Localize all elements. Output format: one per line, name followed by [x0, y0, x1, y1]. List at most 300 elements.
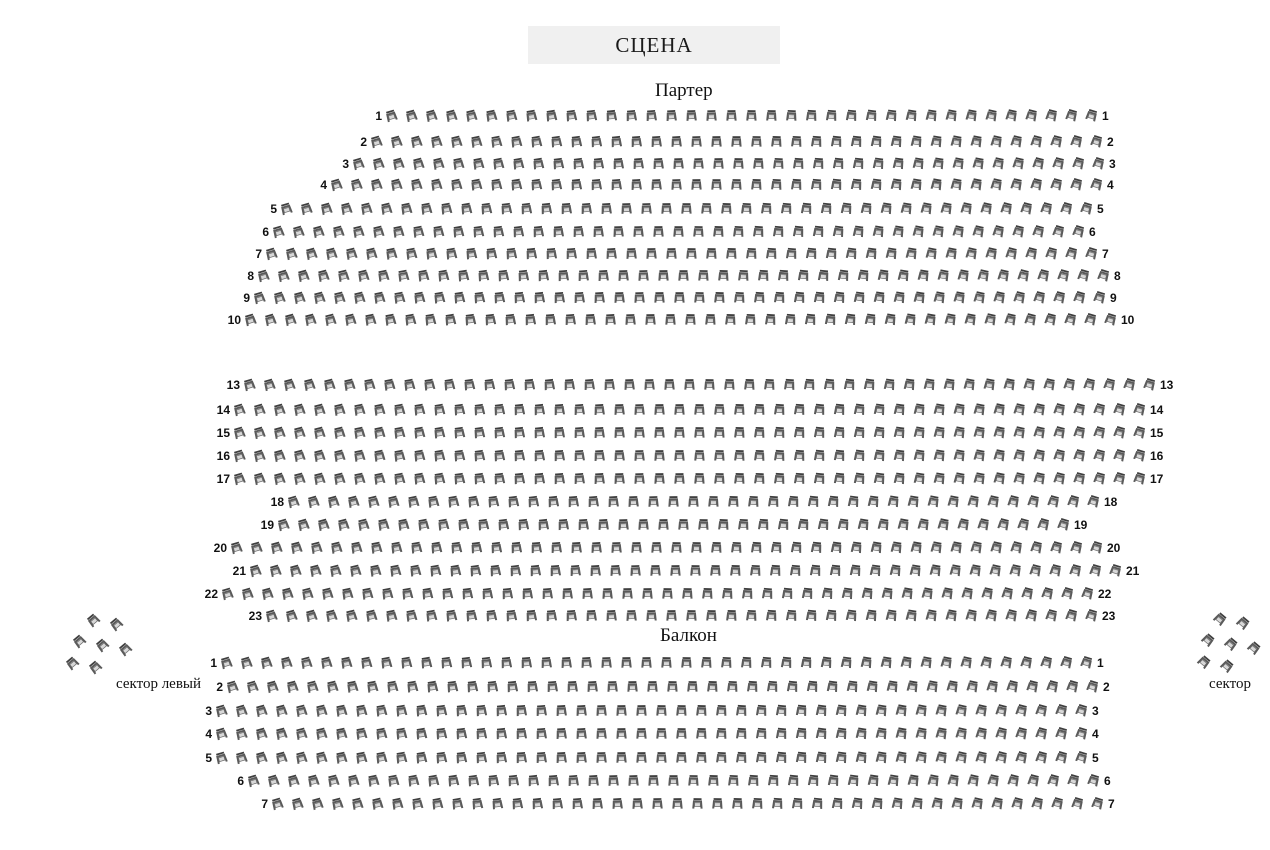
- seat[interactable]: [646, 493, 663, 511]
- seat[interactable]: [584, 107, 601, 125]
- seat[interactable]: [291, 223, 308, 241]
- seat[interactable]: [789, 539, 806, 557]
- seat[interactable]: [692, 289, 709, 307]
- seat[interactable]: [524, 607, 541, 625]
- seat[interactable]: [239, 654, 256, 672]
- seat[interactable]: [964, 607, 981, 625]
- seat[interactable]: [656, 267, 673, 285]
- seat[interactable]: [463, 311, 480, 329]
- seat[interactable]: [416, 267, 433, 285]
- seat[interactable]: [732, 289, 749, 307]
- seat[interactable]: [1012, 401, 1029, 419]
- seat[interactable]: [752, 401, 769, 419]
- seat[interactable]: [299, 200, 316, 218]
- seat[interactable]: [839, 654, 856, 672]
- seat[interactable]: [550, 795, 567, 813]
- seat[interactable]: [990, 795, 1007, 813]
- seat[interactable]: [694, 725, 711, 743]
- seat[interactable]: [559, 200, 576, 218]
- seat[interactable]: [845, 678, 862, 696]
- seat[interactable]: [289, 539, 306, 557]
- seat[interactable]: [806, 493, 823, 511]
- seat[interactable]: [508, 562, 525, 580]
- seat[interactable]: [584, 607, 601, 625]
- seat[interactable]: [466, 772, 483, 790]
- seat[interactable]: [326, 493, 343, 511]
- seat[interactable]: [683, 311, 700, 329]
- seat[interactable]: [489, 539, 506, 557]
- seat[interactable]: [803, 311, 820, 329]
- seat[interactable]: [342, 376, 359, 394]
- seat[interactable]: [709, 133, 726, 151]
- seat[interactable]: [572, 401, 589, 419]
- seat[interactable]: [646, 772, 663, 790]
- seat[interactable]: [524, 245, 541, 263]
- seat[interactable]: [756, 516, 773, 534]
- seat[interactable]: [812, 289, 829, 307]
- seat[interactable]: [396, 516, 413, 534]
- seat[interactable]: [484, 245, 501, 263]
- seat[interactable]: [664, 607, 681, 625]
- seat[interactable]: [425, 678, 442, 696]
- seat[interactable]: [972, 289, 989, 307]
- seat[interactable]: [234, 725, 251, 743]
- seat[interactable]: [1235, 615, 1252, 633]
- seat[interactable]: [1196, 654, 1213, 672]
- seat[interactable]: [585, 678, 602, 696]
- seat[interactable]: [368, 562, 385, 580]
- seat[interactable]: [871, 223, 888, 241]
- seat[interactable]: [1050, 795, 1067, 813]
- seat[interactable]: [1044, 107, 1061, 125]
- seat[interactable]: [624, 607, 641, 625]
- seat[interactable]: [72, 632, 89, 650]
- seat[interactable]: [379, 200, 396, 218]
- seat[interactable]: [1016, 516, 1033, 534]
- seat[interactable]: [694, 749, 711, 767]
- seat[interactable]: [922, 376, 939, 394]
- seat[interactable]: [272, 447, 289, 465]
- seat[interactable]: [705, 678, 722, 696]
- seat[interactable]: [1046, 493, 1063, 511]
- seat[interactable]: [603, 311, 620, 329]
- seat[interactable]: [931, 155, 948, 173]
- seat[interactable]: [688, 562, 705, 580]
- seat[interactable]: [534, 725, 551, 743]
- seat[interactable]: [909, 133, 926, 151]
- seat[interactable]: [996, 516, 1013, 534]
- seat[interactable]: [759, 654, 776, 672]
- seat[interactable]: [496, 267, 513, 285]
- seat[interactable]: [1246, 640, 1263, 658]
- seat[interactable]: [923, 311, 940, 329]
- seat[interactable]: [712, 447, 729, 465]
- seat[interactable]: [1026, 493, 1043, 511]
- seat[interactable]: [480, 585, 497, 603]
- seat[interactable]: [944, 245, 961, 263]
- seat[interactable]: [471, 155, 488, 173]
- seat[interactable]: [499, 654, 516, 672]
- seat[interactable]: [908, 562, 925, 580]
- seat[interactable]: [386, 772, 403, 790]
- seat[interactable]: [814, 725, 831, 743]
- seat[interactable]: [609, 133, 626, 151]
- seat[interactable]: [549, 176, 566, 194]
- seat[interactable]: [1006, 772, 1023, 790]
- seat[interactable]: [649, 539, 666, 557]
- seat[interactable]: [1040, 585, 1057, 603]
- seat[interactable]: [870, 795, 887, 813]
- seat[interactable]: [769, 176, 786, 194]
- seat[interactable]: [670, 795, 687, 813]
- seat[interactable]: [924, 107, 941, 125]
- seat[interactable]: [476, 516, 493, 534]
- seat[interactable]: [872, 401, 889, 419]
- seat[interactable]: [712, 289, 729, 307]
- seat[interactable]: [419, 200, 436, 218]
- seat[interactable]: [272, 401, 289, 419]
- seat[interactable]: [408, 562, 425, 580]
- seat[interactable]: [1059, 200, 1076, 218]
- seat[interactable]: [732, 470, 749, 488]
- seat[interactable]: [411, 223, 428, 241]
- seat[interactable]: [452, 289, 469, 307]
- seat[interactable]: [1062, 376, 1079, 394]
- seat[interactable]: [711, 223, 728, 241]
- seat[interactable]: [874, 749, 891, 767]
- seat[interactable]: [423, 311, 440, 329]
- seat[interactable]: [674, 749, 691, 767]
- seat[interactable]: [329, 539, 346, 557]
- seat[interactable]: [312, 401, 329, 419]
- seat[interactable]: [552, 401, 569, 419]
- seat[interactable]: [1045, 678, 1062, 696]
- seat[interactable]: [754, 749, 771, 767]
- seat[interactable]: [904, 245, 921, 263]
- seat[interactable]: [286, 772, 303, 790]
- seat[interactable]: [1039, 200, 1056, 218]
- seat[interactable]: [899, 200, 916, 218]
- seat[interactable]: [626, 493, 643, 511]
- seat[interactable]: [944, 607, 961, 625]
- seat[interactable]: [1079, 654, 1096, 672]
- seat[interactable]: [974, 749, 991, 767]
- seat[interactable]: [1072, 289, 1089, 307]
- seat[interactable]: [409, 539, 426, 557]
- seat[interactable]: [824, 245, 841, 263]
- seat[interactable]: [805, 678, 822, 696]
- seat[interactable]: [248, 562, 265, 580]
- seat[interactable]: [748, 562, 765, 580]
- seat[interactable]: [812, 401, 829, 419]
- seat[interactable]: [792, 470, 809, 488]
- seat[interactable]: [312, 289, 329, 307]
- seat[interactable]: [446, 493, 463, 511]
- seat[interactable]: [974, 702, 991, 720]
- seat[interactable]: [920, 585, 937, 603]
- seat[interactable]: [432, 401, 449, 419]
- seat[interactable]: [329, 176, 346, 194]
- seat[interactable]: [451, 223, 468, 241]
- seat[interactable]: [684, 607, 701, 625]
- seat[interactable]: [680, 585, 697, 603]
- seat[interactable]: [864, 107, 881, 125]
- seat[interactable]: [796, 516, 813, 534]
- seat[interactable]: [324, 607, 341, 625]
- seat[interactable]: [888, 562, 905, 580]
- seat[interactable]: [392, 424, 409, 442]
- seat[interactable]: [574, 725, 591, 743]
- seat[interactable]: [532, 289, 549, 307]
- seat[interactable]: [118, 640, 135, 658]
- seat[interactable]: [824, 107, 841, 125]
- seat[interactable]: [948, 562, 965, 580]
- seat[interactable]: [1086, 493, 1103, 511]
- seat[interactable]: [910, 795, 927, 813]
- seat[interactable]: [531, 223, 548, 241]
- seat[interactable]: [929, 176, 946, 194]
- seat[interactable]: [522, 376, 539, 394]
- seat[interactable]: [1031, 223, 1048, 241]
- seat[interactable]: [759, 200, 776, 218]
- seat[interactable]: [1000, 585, 1017, 603]
- seat[interactable]: [932, 289, 949, 307]
- seat[interactable]: [736, 267, 753, 285]
- seat[interactable]: [1009, 539, 1026, 557]
- seat[interactable]: [569, 539, 586, 557]
- seat[interactable]: [746, 493, 763, 511]
- seat[interactable]: [711, 155, 728, 173]
- seat[interactable]: [439, 200, 456, 218]
- seat[interactable]: [599, 654, 616, 672]
- seat[interactable]: [486, 493, 503, 511]
- seat[interactable]: [829, 133, 846, 151]
- seat[interactable]: [503, 311, 520, 329]
- seat[interactable]: [292, 289, 309, 307]
- seat[interactable]: [880, 585, 897, 603]
- seat[interactable]: [851, 155, 868, 173]
- seat[interactable]: [739, 654, 756, 672]
- seat[interactable]: [889, 133, 906, 151]
- seat[interactable]: [872, 289, 889, 307]
- seat[interactable]: [526, 493, 543, 511]
- seat[interactable]: [883, 311, 900, 329]
- seat[interactable]: [934, 725, 951, 743]
- seat[interactable]: [894, 725, 911, 743]
- seat[interactable]: [274, 725, 291, 743]
- seat[interactable]: [916, 267, 933, 285]
- seat[interactable]: [1072, 401, 1089, 419]
- seat[interactable]: [1012, 447, 1029, 465]
- seat[interactable]: [314, 749, 331, 767]
- seat[interactable]: [512, 470, 529, 488]
- seat[interactable]: [351, 155, 368, 173]
- seat[interactable]: [1068, 562, 1085, 580]
- seat[interactable]: [751, 223, 768, 241]
- seat[interactable]: [969, 176, 986, 194]
- seat[interactable]: [360, 585, 377, 603]
- seat[interactable]: [520, 585, 537, 603]
- seat[interactable]: [572, 289, 589, 307]
- seat[interactable]: [294, 702, 311, 720]
- seat[interactable]: [264, 245, 281, 263]
- seat[interactable]: [502, 376, 519, 394]
- seat[interactable]: [788, 562, 805, 580]
- seat[interactable]: [591, 155, 608, 173]
- seat[interactable]: [516, 267, 533, 285]
- seat[interactable]: [409, 133, 426, 151]
- seat[interactable]: [583, 311, 600, 329]
- seat[interactable]: [242, 376, 259, 394]
- seat[interactable]: [271, 223, 288, 241]
- seat[interactable]: [859, 200, 876, 218]
- seat[interactable]: [932, 447, 949, 465]
- seat[interactable]: [402, 376, 419, 394]
- seat[interactable]: [694, 702, 711, 720]
- seat[interactable]: [505, 678, 522, 696]
- seat[interactable]: [1032, 424, 1049, 442]
- seat[interactable]: [1052, 470, 1069, 488]
- seat[interactable]: [283, 311, 300, 329]
- seat[interactable]: [390, 795, 407, 813]
- seat[interactable]: [1048, 562, 1065, 580]
- seat[interactable]: [376, 267, 393, 285]
- seat[interactable]: [949, 176, 966, 194]
- seat[interactable]: [794, 749, 811, 767]
- seat[interactable]: [630, 795, 647, 813]
- seat[interactable]: [309, 539, 326, 557]
- seat[interactable]: [628, 562, 645, 580]
- seat[interactable]: [1016, 267, 1033, 285]
- seat[interactable]: [302, 376, 319, 394]
- seat[interactable]: [854, 725, 871, 743]
- seat[interactable]: [902, 376, 919, 394]
- seat[interactable]: [262, 376, 279, 394]
- seat[interactable]: [731, 223, 748, 241]
- seat[interactable]: [766, 493, 783, 511]
- seat[interactable]: [292, 401, 309, 419]
- seat[interactable]: [712, 424, 729, 442]
- seat[interactable]: [632, 470, 649, 488]
- seat[interactable]: [331, 223, 348, 241]
- seat[interactable]: [802, 376, 819, 394]
- seat[interactable]: [1142, 376, 1159, 394]
- seat[interactable]: [399, 200, 416, 218]
- seat[interactable]: [856, 516, 873, 534]
- seat[interactable]: [246, 772, 263, 790]
- seat[interactable]: [483, 311, 500, 329]
- seat[interactable]: [432, 289, 449, 307]
- seat[interactable]: [826, 493, 843, 511]
- seat[interactable]: [660, 585, 677, 603]
- seat[interactable]: [772, 447, 789, 465]
- seat[interactable]: [369, 133, 386, 151]
- seat[interactable]: [825, 678, 842, 696]
- seat[interactable]: [992, 424, 1009, 442]
- seat[interactable]: [1223, 636, 1240, 654]
- seat[interactable]: [692, 424, 709, 442]
- seat[interactable]: [1024, 107, 1041, 125]
- seat[interactable]: [382, 376, 399, 394]
- seat[interactable]: [890, 795, 907, 813]
- seat[interactable]: [311, 223, 328, 241]
- seat[interactable]: [624, 245, 641, 263]
- seat[interactable]: [714, 702, 731, 720]
- seat[interactable]: [479, 654, 496, 672]
- seat[interactable]: [689, 133, 706, 151]
- seat[interactable]: [354, 725, 371, 743]
- seat[interactable]: [892, 447, 909, 465]
- seat[interactable]: [306, 772, 323, 790]
- seat[interactable]: [984, 107, 1001, 125]
- seat[interactable]: [640, 585, 657, 603]
- seat[interactable]: [400, 585, 417, 603]
- seat[interactable]: [829, 539, 846, 557]
- seat[interactable]: [1092, 470, 1109, 488]
- seat[interactable]: [312, 470, 329, 488]
- seat[interactable]: [419, 654, 436, 672]
- seat[interactable]: [284, 245, 301, 263]
- seat[interactable]: [1212, 611, 1229, 629]
- seat[interactable]: [586, 772, 603, 790]
- seat[interactable]: [900, 585, 917, 603]
- seat[interactable]: [386, 493, 403, 511]
- seat[interactable]: [712, 401, 729, 419]
- seat[interactable]: [424, 107, 441, 125]
- seat[interactable]: [319, 654, 336, 672]
- seat[interactable]: [772, 470, 789, 488]
- seat[interactable]: [785, 678, 802, 696]
- seat[interactable]: [850, 795, 867, 813]
- seat[interactable]: [469, 176, 486, 194]
- seat[interactable]: [1074, 749, 1091, 767]
- seat[interactable]: [763, 311, 780, 329]
- seat[interactable]: [942, 376, 959, 394]
- seat[interactable]: [1036, 267, 1053, 285]
- seat[interactable]: [914, 702, 931, 720]
- seat[interactable]: [465, 678, 482, 696]
- seat[interactable]: [1085, 678, 1102, 696]
- seat[interactable]: [563, 311, 580, 329]
- seat[interactable]: [245, 678, 262, 696]
- seat[interactable]: [412, 447, 429, 465]
- seat[interactable]: [696, 516, 713, 534]
- seat[interactable]: [728, 562, 745, 580]
- seat[interactable]: [866, 493, 883, 511]
- seat[interactable]: [706, 493, 723, 511]
- seat[interactable]: [636, 267, 653, 285]
- seat[interactable]: [1122, 376, 1139, 394]
- seat[interactable]: [451, 155, 468, 173]
- seat[interactable]: [619, 200, 636, 218]
- seat[interactable]: [791, 155, 808, 173]
- seat[interactable]: [290, 795, 307, 813]
- seat[interactable]: [899, 654, 916, 672]
- seat[interactable]: [704, 245, 721, 263]
- seat[interactable]: [574, 702, 591, 720]
- seat[interactable]: [592, 401, 609, 419]
- seat[interactable]: [1031, 155, 1048, 173]
- seat[interactable]: [288, 562, 305, 580]
- seat[interactable]: [876, 516, 893, 534]
- seat[interactable]: [949, 133, 966, 151]
- seat[interactable]: [383, 311, 400, 329]
- seat[interactable]: [572, 447, 589, 465]
- seat[interactable]: [432, 447, 449, 465]
- seat[interactable]: [569, 176, 586, 194]
- seat[interactable]: [614, 702, 631, 720]
- seat[interactable]: [719, 200, 736, 218]
